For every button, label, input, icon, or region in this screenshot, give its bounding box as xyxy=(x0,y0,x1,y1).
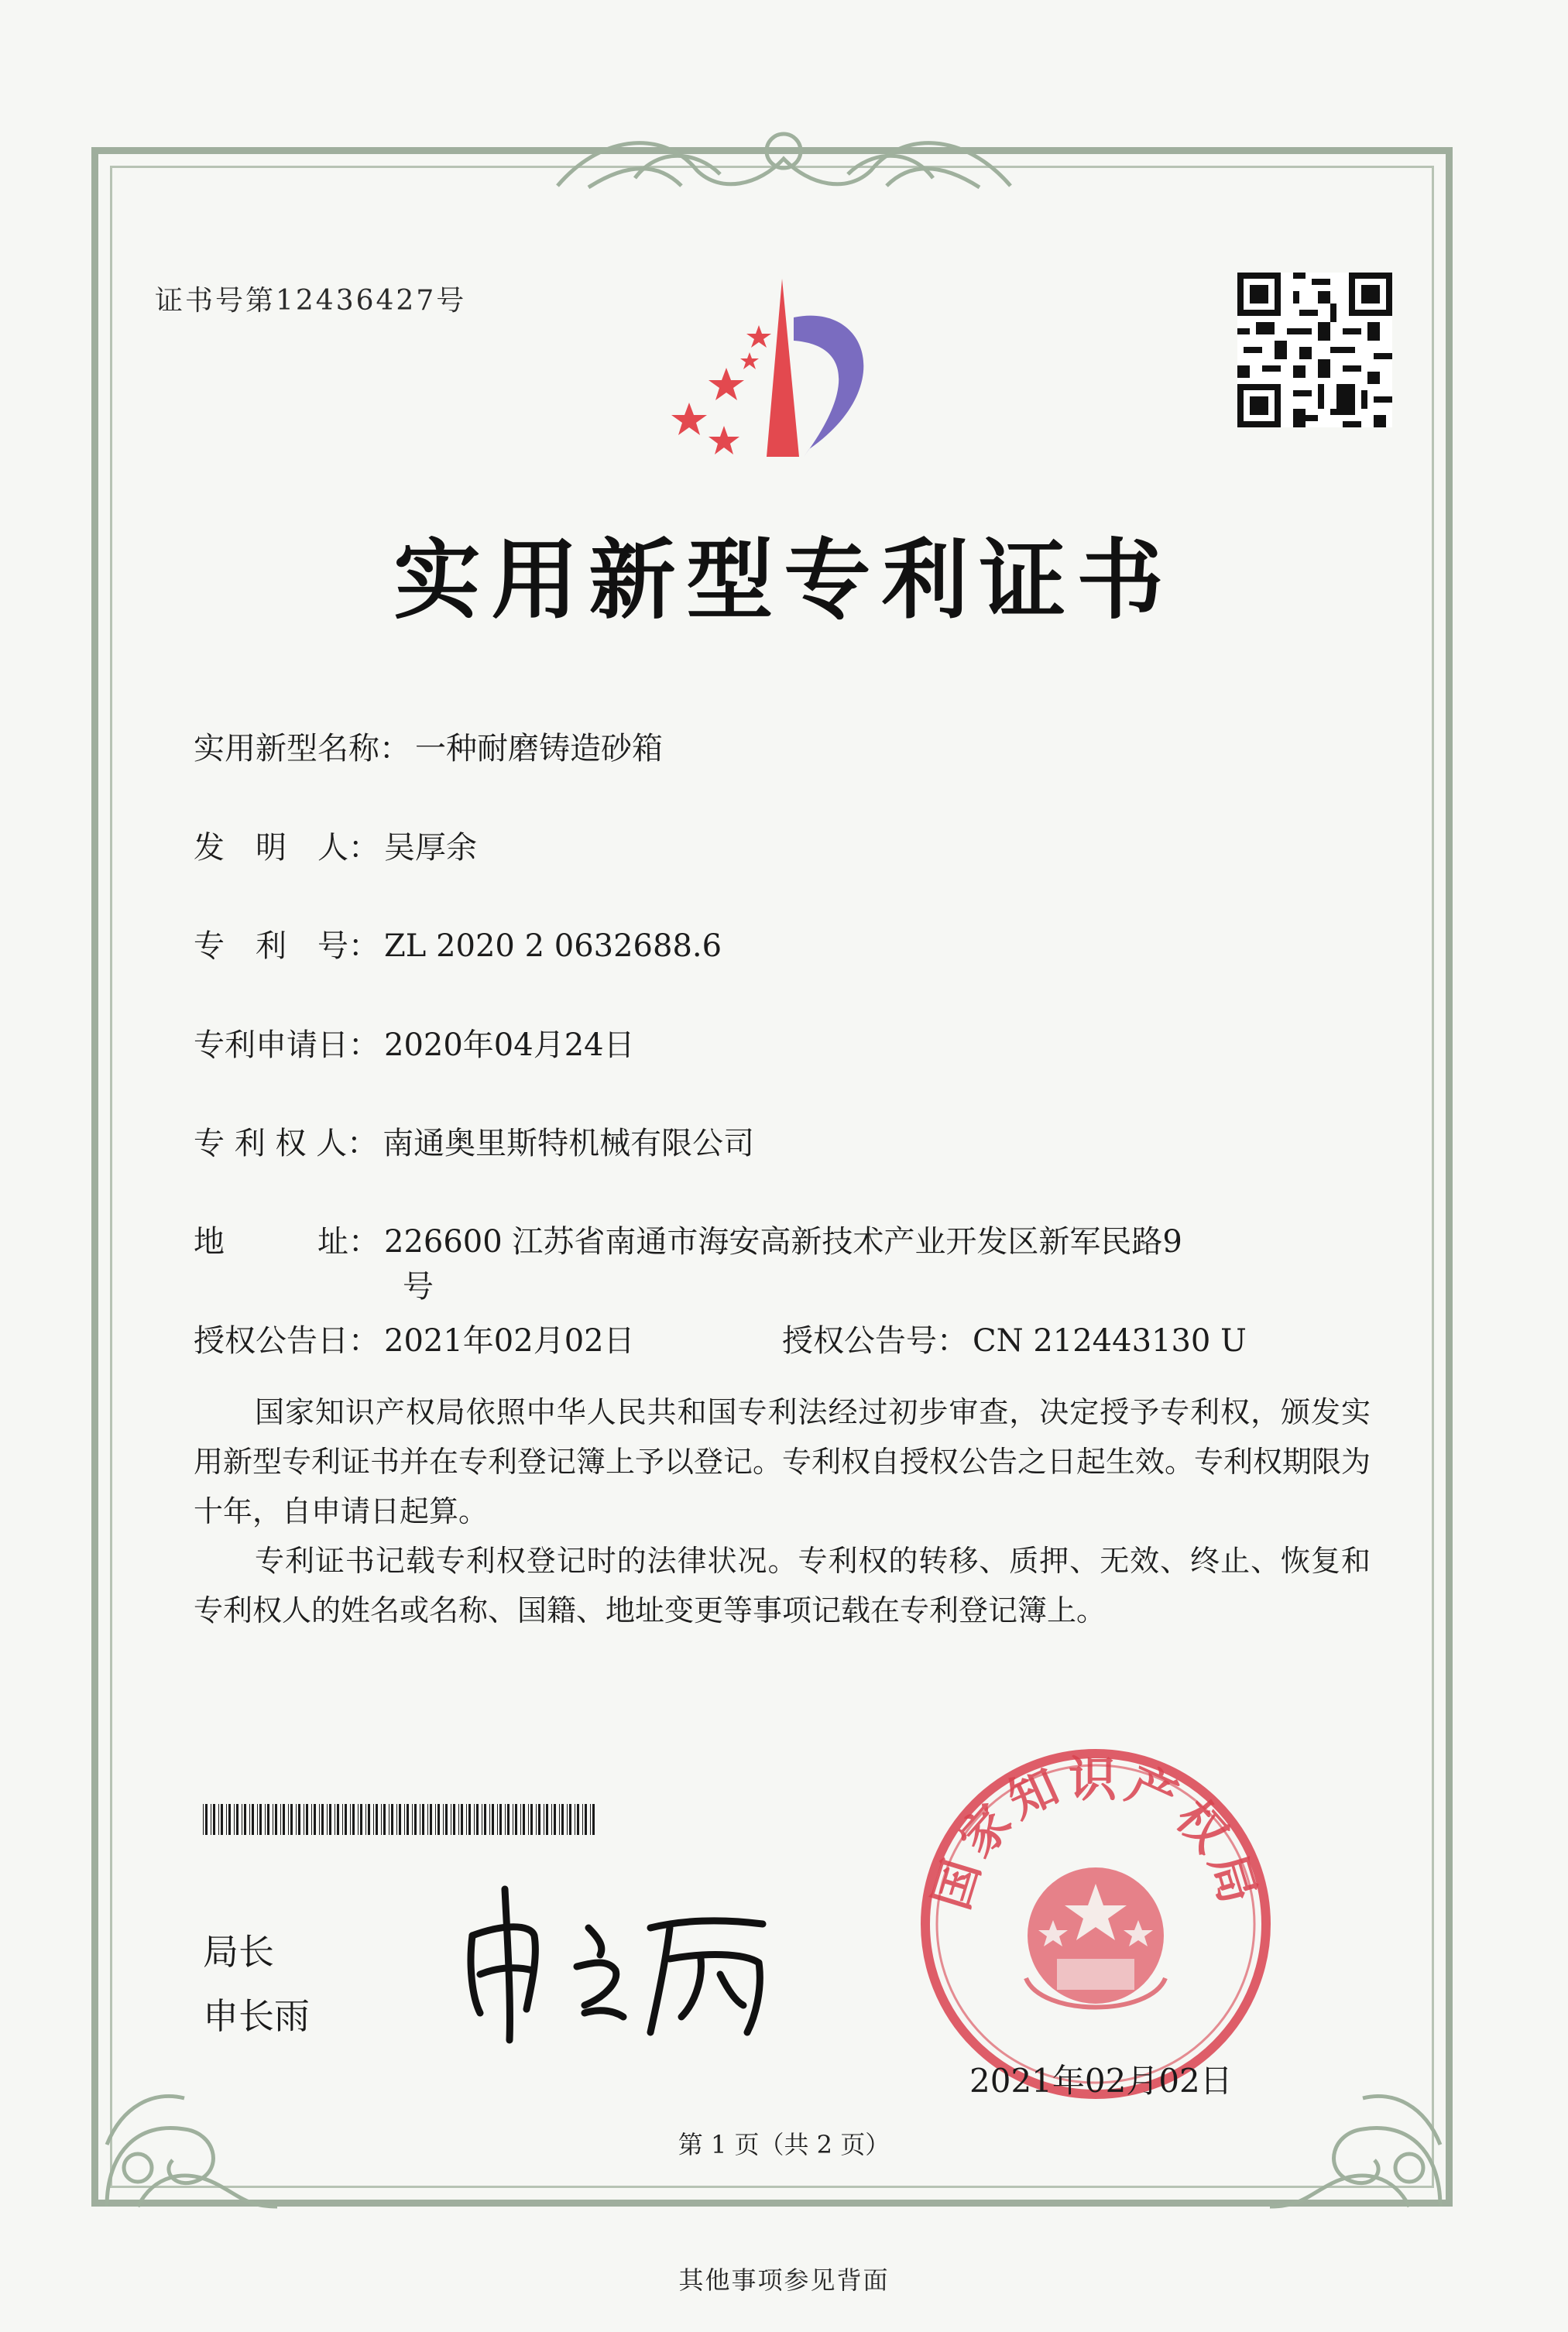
bottom-left-ornament-icon xyxy=(91,2013,293,2214)
field-inventor xyxy=(194,823,477,867)
paragraph-text: 专利证书记载专利权登记时的法律状况。专利权的转移、质押、无效、终止、恢复和专利权人的姓名或名称、国籍、地址变更等事项记载在专利登记簿上。 xyxy=(194,1544,1371,1627)
field-patent-number xyxy=(194,921,722,965)
qr-code-icon xyxy=(1237,273,1392,427)
seal-text: 国家知识产权局 xyxy=(922,1751,1269,1916)
seal-date: 2021年02月02日 xyxy=(969,2062,1233,2100)
field-value: 号 xyxy=(403,1269,434,1305)
certificate-title: 实用新型专利证书 xyxy=(393,530,1175,631)
director-title: 局长 xyxy=(203,1931,274,1973)
official-seal-icon xyxy=(918,1746,1274,2102)
patent-logo-icon xyxy=(650,271,914,465)
field-grant-date xyxy=(194,1316,635,1360)
field-value: 南通奥里斯特机械有限公司 xyxy=(383,1126,755,1161)
field-value: 吴厚余 xyxy=(384,830,477,866)
field-label: 发 明 人： xyxy=(194,830,379,866)
field-filing-date xyxy=(194,1020,635,1065)
director-name: 申长雨 xyxy=(203,1995,310,2037)
signature-icon xyxy=(457,1881,790,2044)
field-value: 2020年04月24日 xyxy=(384,1027,635,1063)
field-value: 2021年02月02日 xyxy=(384,1323,635,1359)
grant-statement-paragraph xyxy=(194,1387,1371,1536)
paragraph-text: 国家知识产权局依照中华人民共和国专利法经过初步审查，决定授予专利权，颁发实用新型专利证书并在专利登记簿上予以登记。专利权自授权公告之日起生效。专利权期限为十年，自申请日起算。 xyxy=(194,1395,1371,1528)
top-ornament-icon xyxy=(542,116,1026,201)
field-value: 一种耐磨铸造砂箱 xyxy=(415,731,663,766)
field-grant-number xyxy=(782,1316,1247,1360)
field-label: 专 利 号： xyxy=(194,928,379,964)
bottom-right-ornament-icon xyxy=(1254,2013,1456,2214)
barcode-icon xyxy=(203,1804,598,1835)
field-label: 实用新型名称： xyxy=(194,731,410,766)
footer-note: 其他事项参见背面 xyxy=(678,2265,890,2295)
field-address-continued xyxy=(403,1262,434,1306)
field-value: 226600 江苏省南通市海安高新技术产业开发区新军民路9 xyxy=(384,1224,1182,1260)
field-value: ZL 2020 2 0632688.6 xyxy=(384,928,722,964)
field-address xyxy=(194,1217,1182,1261)
field-label: 授权公告号： xyxy=(782,1323,968,1359)
field-patentee xyxy=(194,1119,754,1163)
field-utility-model-name xyxy=(194,724,663,768)
certificate-number: 证书号第12436427号 xyxy=(155,285,467,317)
field-label: 授权公告日： xyxy=(194,1323,379,1359)
page-number: 第 1 页（共 2 页） xyxy=(678,2130,890,2159)
legal-status-paragraph xyxy=(194,1536,1371,1635)
field-label: 专 利 权 人： xyxy=(194,1126,379,1161)
field-value: CN 212443130 U xyxy=(973,1323,1247,1359)
field-label: 地 址： xyxy=(194,1224,379,1260)
field-label: 专利申请日： xyxy=(194,1027,379,1063)
